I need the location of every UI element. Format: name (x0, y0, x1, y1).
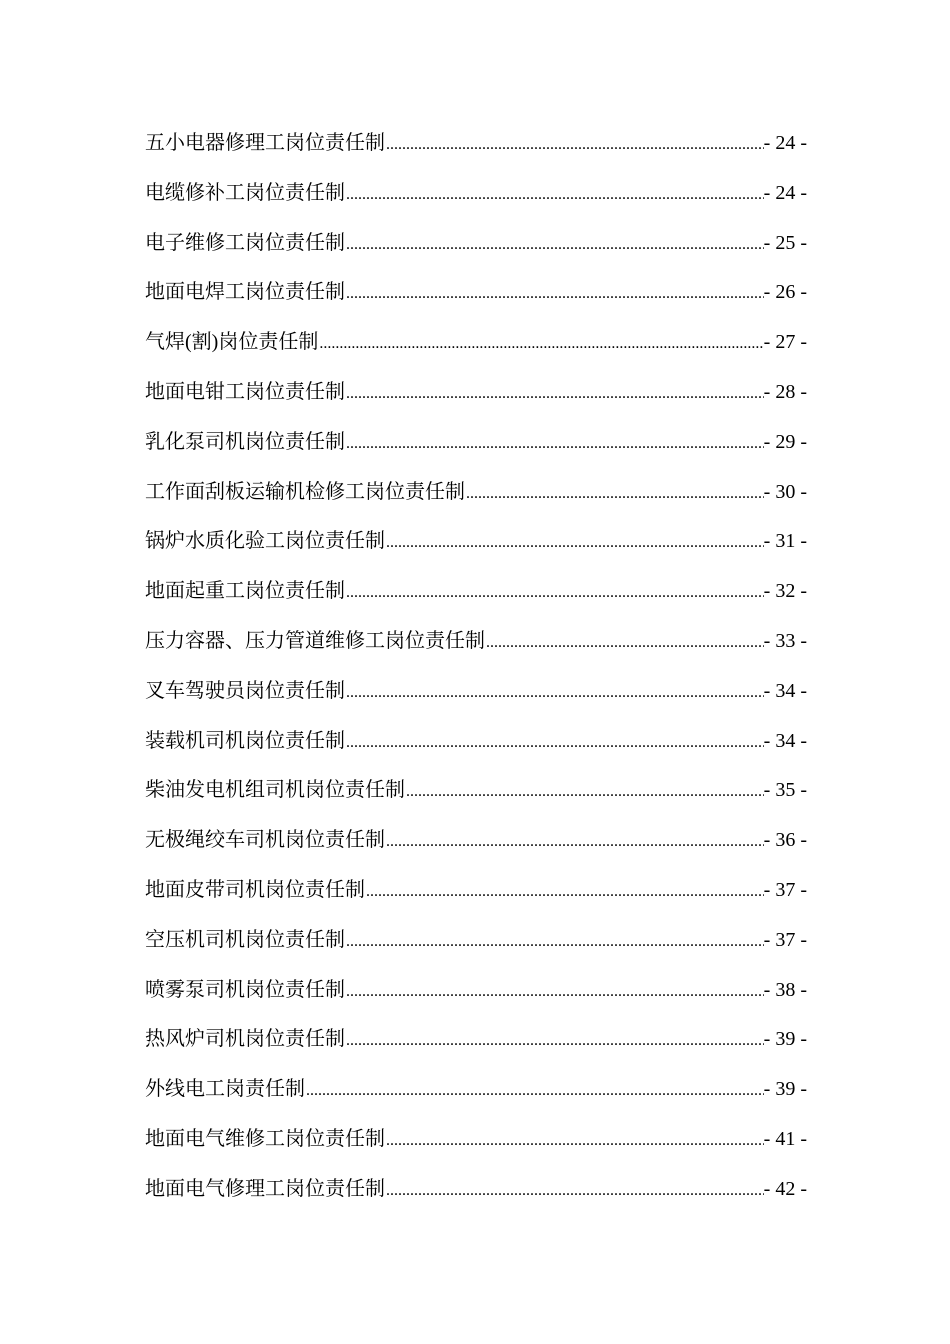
toc-entry-page-number: - 33 - (763, 629, 807, 652)
toc-entry[interactable] (145, 674, 807, 724)
toc-entry[interactable] (145, 275, 807, 325)
toc-entry-page-number: - 28 - (763, 380, 807, 403)
toc-entry-title: 外线电工岗责任制 (145, 1078, 305, 1101)
toc-entry[interactable] (145, 1172, 807, 1222)
toc-entry-page-number: - 39 - (763, 1078, 807, 1101)
toc-dot-leader (465, 485, 764, 503)
toc-entry-page-number: - 35 - (763, 779, 807, 802)
toc-entry-page-number: - 38 - (763, 978, 807, 1001)
toc-entry-title: 地面皮带司机岗位责任制 (145, 878, 365, 901)
toc-entry-title: 地面电钳工岗位责任制 (145, 380, 345, 403)
toc-entry-title: 压力容器、压力管道维修工岗位责任制 (145, 629, 485, 652)
toc-dot-leader (345, 983, 764, 1001)
toc-entry-page-number: - 32 - (763, 580, 807, 603)
toc-entry-page-number: - 24 - (763, 181, 807, 204)
toc-entry[interactable] (145, 823, 807, 873)
toc-entry-title: 电子维修工岗位责任制 (145, 231, 345, 254)
toc-entry-page-number: - 31 - (763, 530, 807, 553)
toc-entry[interactable] (145, 226, 807, 276)
toc-entry[interactable] (145, 425, 807, 475)
toc-entry-title: 地面起重工岗位责任制 (145, 580, 345, 603)
toc-entry-title: 热风炉司机岗位责任制 (145, 1028, 345, 1051)
toc-entry[interactable] (145, 1072, 807, 1122)
toc-entry[interactable] (145, 923, 807, 973)
toc-dot-leader (345, 1032, 764, 1050)
toc-entry-title: 乳化泵司机岗位责任制 (145, 430, 345, 453)
toc-entry-page-number: - 34 - (763, 679, 807, 702)
toc-dot-leader (385, 534, 764, 552)
toc-entry-title: 地面电气维修工岗位责任制 (145, 1127, 385, 1150)
toc-dot-leader (405, 783, 764, 801)
toc-entry-title: 地面电焊工岗位责任制 (145, 281, 345, 304)
toc-dot-leader (345, 186, 764, 204)
toc-entry-page-number: - 36 - (763, 829, 807, 852)
toc-dot-leader (485, 634, 764, 652)
toc-entry[interactable] (145, 524, 807, 574)
toc-entry-title: 装载机司机岗位责任制 (145, 729, 345, 752)
toc-dot-leader (385, 136, 764, 154)
toc-entry-page-number: - 25 - (763, 231, 807, 254)
toc-dot-leader (345, 933, 764, 951)
toc-entry-title: 锅炉水质化验工岗位责任制 (145, 530, 385, 553)
toc-dot-leader (385, 1132, 764, 1150)
toc-entry-title: 电缆修补工岗位责任制 (145, 181, 345, 204)
toc-dot-leader (345, 236, 764, 254)
toc-entry-title: 柴油发电机组司机岗位责任制 (145, 779, 405, 802)
toc-entry[interactable] (145, 973, 807, 1023)
toc-entry[interactable] (145, 475, 807, 525)
toc-entry-page-number: - 27 - (763, 331, 807, 354)
toc-entry-page-number: - 24 - (763, 132, 807, 154)
toc-entry[interactable] (145, 873, 807, 923)
toc-entry-title: 无极绳绞车司机岗位责任制 (145, 829, 385, 852)
toc-dot-leader (385, 1182, 764, 1200)
toc-entry[interactable] (145, 126, 807, 176)
toc-entry-page-number: - 29 - (763, 430, 807, 453)
toc-entry-title: 地面电气修理工岗位责任制 (145, 1177, 385, 1200)
toc-entry-page-number: - 34 - (763, 729, 807, 752)
toc-dot-leader (318, 335, 763, 353)
toc-dot-leader (305, 1082, 764, 1100)
table-of-contents (145, 126, 807, 1222)
toc-entry-title: 空压机司机岗位责任制 (145, 928, 345, 951)
toc-entry-title: 工作面刮板运输机检修工岗位责任制 (145, 480, 465, 503)
toc-entry[interactable] (145, 624, 807, 674)
toc-entry-page-number: - 26 - (763, 281, 807, 304)
toc-entry[interactable] (145, 176, 807, 226)
toc-dot-leader (345, 435, 764, 453)
toc-entry-page-number: - 37 - (763, 878, 807, 901)
toc-entry-page-number: - 30 - (763, 480, 807, 503)
toc-dot-leader (385, 833, 764, 851)
toc-dot-leader (345, 285, 764, 303)
toc-entry-title: 喷雾泵司机岗位责任制 (145, 978, 345, 1001)
toc-entry[interactable] (145, 1122, 807, 1172)
toc-dot-leader (345, 684, 764, 702)
toc-dot-leader (345, 385, 764, 403)
toc-dot-leader (345, 584, 764, 602)
toc-entry-title: 五小电器修理工岗位责任制 (145, 132, 385, 154)
toc-dot-leader (365, 883, 764, 901)
toc-dot-leader (345, 734, 764, 752)
toc-entry[interactable] (145, 724, 807, 774)
toc-entry-page-number: - 39 - (763, 1028, 807, 1051)
toc-entry-page-number: - 42 - (763, 1177, 807, 1200)
toc-entry[interactable] (145, 1022, 807, 1072)
toc-entry[interactable] (145, 574, 807, 624)
toc-entry-page-number: - 41 - (763, 1127, 807, 1150)
toc-entry-title: 气焊(割)岗位责任制 (145, 331, 319, 354)
toc-entry-title: 叉车驾驶员岗位责任制 (145, 679, 345, 702)
toc-entry[interactable] (145, 375, 807, 425)
toc-entry[interactable] (145, 773, 807, 823)
toc-entry[interactable] (145, 325, 807, 375)
toc-entry-page-number: - 37 - (763, 928, 807, 951)
